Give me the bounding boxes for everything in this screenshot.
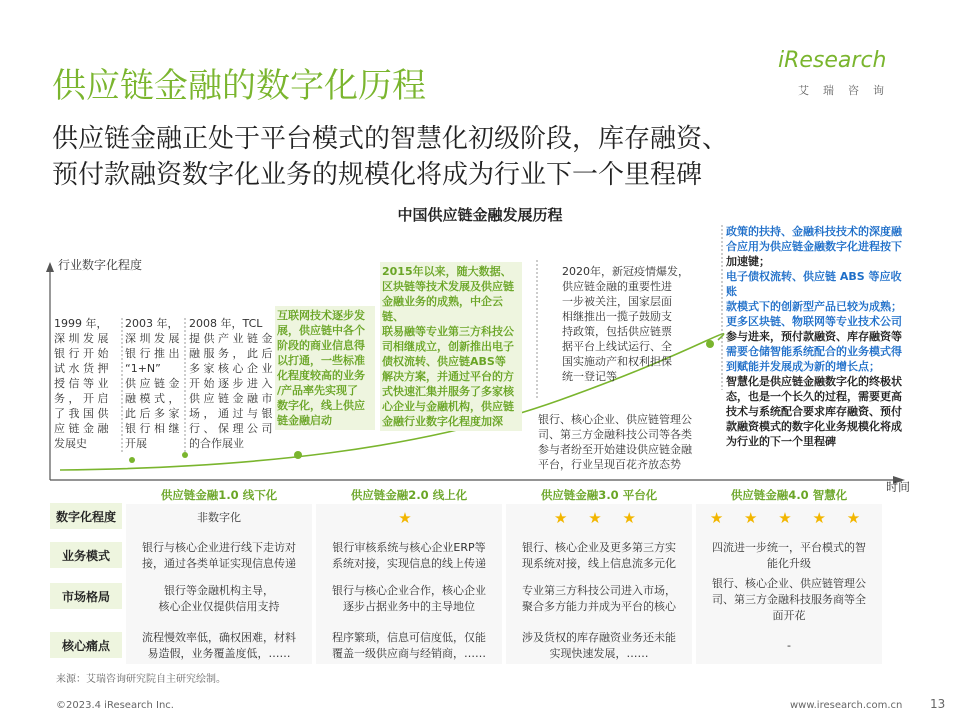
- event-line: 银 行 相 继: [125, 422, 180, 435]
- event-line: 区块链等技术发展及供应链: [382, 280, 514, 293]
- event-line: 2015年以来，随大数据、: [382, 265, 512, 278]
- chart-title: 中国供应链金融发展历程: [397, 206, 563, 224]
- event-line: 联易融等专业第三方科技公: [382, 325, 514, 338]
- event-2008: [189, 316, 273, 451]
- cell-digital-1: 非数字化: [197, 511, 241, 524]
- cell-line: 面开花: [772, 609, 806, 622]
- event-line: 行 、 保 理 公 司: [189, 422, 273, 435]
- event-line: 债权流转、供应链ABS等: [382, 355, 506, 368]
- cell-pain-4: -: [787, 639, 791, 652]
- event-2020: [562, 264, 692, 384]
- event-platforms: [538, 412, 706, 472]
- stage-2-label: 供应链金融2.0 线上化: [350, 488, 468, 502]
- event-line: 到赋能并发展成为新的增长点；: [726, 360, 880, 373]
- event-line: 融 模 式 ，: [125, 392, 180, 405]
- event-line: 数字化，线上供应: [277, 399, 365, 412]
- event-line: 司、第三方金融科技公司等各类: [538, 428, 692, 441]
- event-future: [726, 224, 912, 449]
- logo-text: iResearch: [778, 48, 887, 73]
- cell-line: 银行与核心企业进行线下走访对: [142, 541, 296, 554]
- cell-model-2: [316, 540, 502, 572]
- cell-market-2: [316, 583, 502, 615]
- cell-market-1: [126, 583, 312, 615]
- event-line: 多 家 核 心 企 业: [189, 362, 273, 375]
- event-line: 政策的扶持、金融科技技术的深度融: [726, 225, 902, 238]
- event-line: 展，供应链中各个: [277, 324, 365, 337]
- event-line: 了 我 国 供: [54, 407, 109, 420]
- event-line: 式快速汇集并服务了多家核: [382, 385, 514, 398]
- event-line: 合应用为供应链金融数字化进程按下: [726, 240, 902, 253]
- event-line: 融 服 务 ， 此 后: [189, 347, 273, 360]
- copyright: ©2023.4 iResearch Inc.: [56, 700, 174, 711]
- event-line: 银 行 开 始: [54, 347, 109, 360]
- stars-rating-3: ★ ★ ★: [554, 509, 644, 527]
- event-line: 应 链 金 融: [54, 422, 109, 435]
- cell-market-3: [506, 583, 692, 615]
- event-line: 需要仓储智能系统配合的业务模式得: [726, 345, 902, 358]
- row-label-digitalization: 数字化程度: [50, 503, 122, 529]
- event-line: 提 供 产 业 链 金: [189, 332, 273, 345]
- subtitle-line-2: 预付款融资数字化业务的规模化将成为行业下一个里程碑: [52, 160, 703, 190]
- event-line: 务 ， 开 启: [54, 392, 109, 405]
- event-line: 试 水 货 押: [54, 362, 109, 375]
- event-line: 款模式下的创新型产品已较为成熟；: [726, 300, 902, 313]
- cell-line: 银行审核系统与核心企业ERP等: [332, 541, 486, 554]
- stars-rating-2: ★: [398, 509, 420, 527]
- cell-model-3: [506, 540, 692, 572]
- cell-line: 核心企业仅提供信用支持: [158, 600, 280, 613]
- event-line: 持政策，包括供应链票: [562, 325, 672, 338]
- event-line: 银行、核心企业、供应链管理公: [538, 413, 692, 426]
- y-axis-arrow: [46, 262, 54, 272]
- event-line: 智慧化是供应链金融数字化的终极状: [726, 375, 902, 388]
- event-line: 平台，行业呈现百花齐放态势: [538, 458, 681, 471]
- cell-line: 司、第三方金融科技服务商等全: [712, 593, 866, 606]
- stage-3-label: 供应链金融3.0 平台化: [540, 488, 658, 502]
- row-label-pain-points: 核心痛点: [50, 632, 122, 658]
- event-line: 阶段的商业信息得: [277, 339, 365, 352]
- cell-pain-1: [126, 630, 312, 662]
- event-line: 链金融启动: [277, 414, 332, 427]
- cell-line: 能化升级: [767, 557, 811, 570]
- cell-pain-3: [506, 630, 692, 662]
- event-line: “1+N”: [125, 362, 161, 375]
- event-internet: [275, 306, 375, 430]
- event-line: 供 应 链 金 融 市: [189, 392, 273, 405]
- cell-line: 专业第三方科技公司进入市场，: [522, 584, 676, 597]
- cell-line: 银行、核心企业及更多第三方实: [522, 541, 676, 554]
- event-line: /产品率先实现了: [277, 384, 359, 397]
- event-line: 深 圳 发 展: [125, 332, 180, 345]
- event-line: 金融行业数字化程度加深: [382, 415, 503, 428]
- event-line: 心企业与金融机构，供应链: [382, 400, 514, 413]
- stage-1-label: 供应链金融1.0 线下化: [160, 488, 278, 502]
- event-line: 电子债权流转、供应链 ABS 等应收账: [726, 270, 902, 298]
- stage-4-label: 供应链金融4.0 智慧化: [730, 488, 848, 502]
- cell-model-1: [126, 540, 312, 572]
- subtitle-line-1: 供应链金融正处于平台模式的智慧化初级阶段，库存融资、: [52, 124, 729, 154]
- y-axis-label: 行业数字化程度: [58, 258, 143, 272]
- event-2003: [125, 316, 187, 451]
- cell-line: 覆盖一级供应商与经销商，……: [332, 647, 486, 660]
- event-1999: [54, 316, 120, 451]
- event-line: 2003 年，: [125, 317, 179, 330]
- stars-rating-4: ★ ★ ★ ★ ★: [709, 509, 869, 527]
- cell-line: 现系统对接，线上信息流多元化: [522, 557, 676, 570]
- source-note: 来源：艾瑞咨询研究院自主研究绘制。: [56, 674, 226, 685]
- event-line: 发展史: [54, 437, 87, 450]
- event-line: 加速键；: [726, 255, 770, 268]
- page-number: 13: [930, 697, 946, 711]
- cell-line: 系统对接，实现信息的线上传递: [332, 557, 486, 570]
- event-line: 互联网技术逐步发: [277, 309, 365, 322]
- logo-subtext: 艾瑞咨询: [798, 84, 898, 97]
- cell-line: 易造假，业务覆盖度低，……: [147, 647, 291, 660]
- cell-line: 聚合多方能力并成为平台的核心: [522, 600, 676, 613]
- event-line: 银 行 推 出: [125, 347, 180, 360]
- cell-line: 涉及货权的库存融资业务还未能: [522, 631, 676, 644]
- cell-line: 程序繁琐，信息可信度低，仅能: [332, 631, 486, 644]
- event-line: 态，也是一个长久的过程，需要更高: [726, 390, 902, 403]
- event-line: 2020年，新冠疫情爆发，: [562, 265, 689, 278]
- event-line: 据平台上线试运行、全: [562, 340, 672, 353]
- event-line: 技术与系统配合要求库存融资、预付: [726, 405, 902, 418]
- event-line: 供应链金融的重要性进: [562, 280, 672, 293]
- event-line: 1999 年，: [54, 317, 108, 330]
- event-2015: [380, 262, 522, 431]
- event-line: 国实施动产和权利担保: [562, 355, 672, 368]
- cell-model-4: [696, 540, 882, 572]
- cell-line: 流程慢效率低，确权困难，材料: [142, 631, 296, 644]
- cell-market-4: [696, 576, 882, 624]
- cell-pain-2: [316, 630, 502, 662]
- event-line: 以打通，一些标准: [277, 354, 365, 367]
- event-line: 化程度较高的业务: [277, 369, 365, 382]
- cell-line: 银行、核心企业、供应链管理公: [712, 577, 866, 590]
- row-label-business-model: 业务模式: [50, 542, 122, 568]
- event-line: 开展: [125, 437, 147, 450]
- event-line: 一步被关注，国家层面: [562, 295, 672, 308]
- event-line: 为行业的下一个里程碑: [726, 435, 836, 448]
- event-line: 司相继成立，创新推出电子: [382, 340, 514, 353]
- x-axis-label: 时间: [886, 480, 911, 494]
- footer-url: www.iresearch.com.cn: [790, 700, 903, 711]
- row-label-market: 市场格局: [50, 583, 122, 609]
- event-line: 供 应 链 金: [125, 377, 180, 390]
- event-line: 解决方案，并通过平台的方: [382, 370, 514, 383]
- event-line: 相继推出一揽子鼓励支: [562, 310, 672, 323]
- event-line: 统一登记等: [562, 370, 617, 383]
- event-line: 参与者纷至开始建设供应链金融: [538, 443, 692, 456]
- cell-line: 实现快速发展，……: [549, 647, 649, 660]
- event-line: 参与进来，预付款融资、库存融资等: [726, 330, 902, 343]
- event-line: 款融资模式的数字化业务规模化将成: [726, 420, 902, 433]
- event-line: 更多区块链、物联网等专业技术公司: [726, 315, 902, 328]
- cell-line: 银行等金融机构主导，: [164, 584, 274, 597]
- cell-line: 银行与核心企业合作，核心企业: [332, 584, 486, 597]
- cell-line: 逐步占据业务中的主导地位: [343, 600, 475, 613]
- cell-line: 四流进一步统一，平台模式的智: [712, 541, 866, 554]
- event-line: 场 ， 通 过 与 银: [189, 407, 273, 420]
- event-line: 的合作展业: [189, 437, 244, 450]
- event-line: 授 信 等 业: [54, 377, 109, 390]
- event-line: 金融业务的成熟，中企云链、: [382, 295, 503, 323]
- event-line: 开 始 逐 步 进 入: [189, 377, 273, 390]
- page-title: 供应链金融的数字化历程: [52, 66, 426, 106]
- cell-line: 接，通过各类单证实现信息传递: [142, 557, 296, 570]
- event-line: 此 后 多 家: [125, 407, 180, 420]
- event-line: 深 圳 发 展: [54, 332, 109, 345]
- event-line: 2008 年，TCL: [189, 317, 263, 330]
